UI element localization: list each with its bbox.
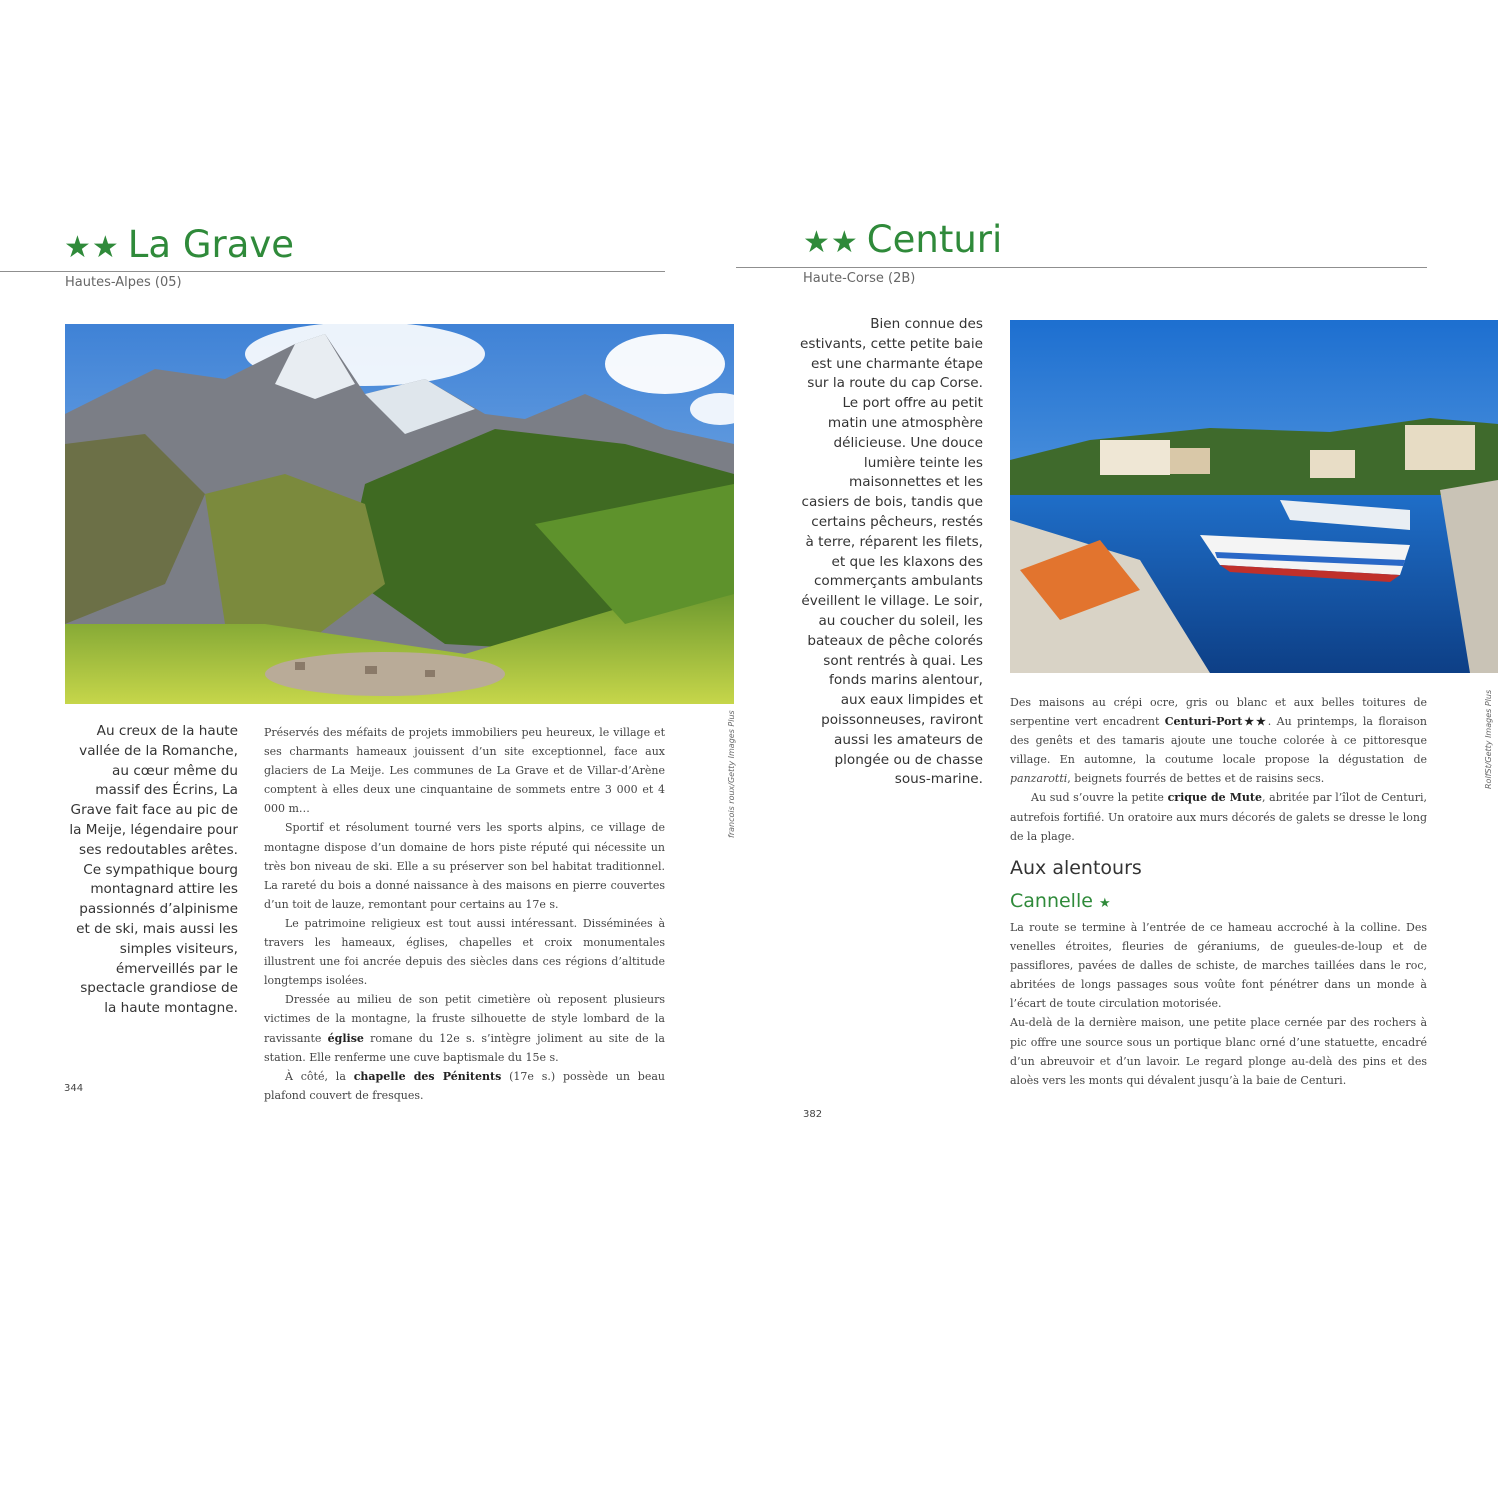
intro-lead-text: Au creux de la haute vallée de la Romanche, au cœur même du massif des Écrins, La Grave fait face au pic de la Meije, légendaire pour ses redoutables arêtes. Ce sympathique bourg montagnard attire les passionnés d’alpinisme et de ski, mais aussi les simples visiteurs, émerveillés par le spectacle grandiose de la haute montagne. [69,723,238,1017]
body-paragraph: Au-delà de la dernière maison, une petite place cernée par des rochers à pic offre une source sous un portique blanc orné d’une statuette, encadré d’un abreuvoir et d’un lavoir. Le regard plonge au-delà des pins et des aloès vers les monts qui dévalent jusqu’à la baie de Centuri. [1010,1016,1427,1087]
harbour-photo-illustration [1010,320,1498,673]
photo-harbour [1010,320,1498,673]
title-rule [736,267,1427,268]
body-text: , abritée par l’îlot de Centuri, autrefois fortifié. Un oratoire aux murs décorés de galets se dresse le long de la plage. [1010,791,1428,843]
body-text: romane du 12e s. s’intègre joliment au site de la station. Elle renferme une cuve baptismale du 15e s. [264,1031,665,1064]
body-paragraph: La route se termine à l’entrée de ce hameau accroché à la colline. Des venelles étroites, fleuries de géraniums, de gueules-de-loup et de passiflores, pavées de dalles de schiste, de marches taillées dans le roc, abritées de longs passages sous voûte font pénétrer dans un monde à l’écart de toute circulation motorisée. [1010,921,1427,1011]
subsection-heading-cannelle [1010,890,1111,912]
body-paragraph: Sportif et résolument tourné vers les sports alpins, ce village de montagne dispose d’un domaine de hors piste réputé qui nécessite un très bon niveau de ski. Elle a su préserver son bel habitat traditionnel. La rareté du bois a donné naissance à des maisons en pierre couvertes d’un toit de lauze, remontant pour certains au 17e s. [264,821,665,911]
photo-mountains [65,324,734,704]
body-text: Dressée au milieu de son petit cimetière où reposent plusieurs victimes de la montagne, la fruste silhouette de style lombard de la ravissante [264,993,665,1045]
keyword-panzarotti: panzarotti [1010,772,1068,786]
rating-stars-icon: ★★ [803,225,859,260]
rating-star-icon: ★ [1098,896,1111,911]
keyword-centuri-port: Centuri-Port★★ [1164,715,1268,729]
keyword-crique-de-mute: crique de Mute [1167,791,1262,805]
body-paragraph [264,990,665,1066]
article-body-centuri [1010,693,1427,846]
rating-stars-icon: ★★ [64,230,120,265]
body-text: À côté, la [285,1069,354,1083]
right-page [736,0,1500,1500]
department-subtitle: Haute-Corse (2B) [803,271,916,286]
body-paragraph: Préservés des méfaits de projets immobiliers peu heureux, le village et ses charmants hameaux jouissent d’un site exceptionnel, face aux glaciers de La Meije. Les communes de La Grave et de Villar-d’Arène comptent à elles deux une cinquantaine de sommets entre 3 000 et 4 000 m… [264,726,665,816]
page-title-centuri [803,218,1002,265]
keyword-chapelle: chapelle des Pénitents [353,1069,502,1083]
body-paragraph [1010,788,1427,845]
page-title-la-grave [64,223,294,270]
title-text: Centuri [866,218,1003,261]
subsection-text: Cannelle [1010,890,1093,912]
photo-credit: francois roux/Getty Images Plus [727,710,736,838]
body-text: (17e s.) possède un beau plafond couvert de fresques. [264,1069,665,1102]
keyword-eglise: église [327,1031,364,1045]
body-paragraph: Le patrimoine religieux est tout aussi intéressant. Disséminées à travers les hameaux, églises, chapelles et croix monumentales illustrent une foi ancrée depuis des siècles dans ces régions d’altitude longtemps isolées. [264,916,665,988]
article-body-la-grave [264,723,665,1105]
department-subtitle: Hautes-Alpes (05) [65,275,182,290]
title-rule [0,271,665,272]
article-body-cannelle [1010,918,1427,1090]
title-text: La Grave [127,223,295,266]
intro-lead-text: Bien connue des estivants, cette petite baie est une charmante étape sur la route du cap Corse. Le port offre au petit matin une atmosphère délicieuse. Une douce lumière teinte les maisonnettes et les casiers de bois, tandis que certains pêcheurs, restés à terre, réparent les filets, et que les klaxons des commerçants ambulants éveillent le village. Le soir, au coucher du soleil, les bateaux de pêche colorés sont rentrés à quai. Les fonds marins alentour, aux eaux limpides et poissonneuses, raviront aussi les amateurs de plongée ou de chasse sous-marine. [800,316,983,788]
section-heading-aux-alentours: Aux alentours [1010,857,1142,879]
body-text: Des maisons au crépi ocre, gris ou blanc et aux belles toitures de serpentine vert encadrent [1010,696,1427,729]
body-text: , beignets fourrés de bettes et de raisins secs. [1067,772,1325,786]
page-number: 344 [64,1083,84,1094]
body-paragraph [1010,693,1427,788]
body-text: Au sud s’ouvre la petite [1031,791,1168,805]
photo-credit: RolfSt/Getty Images Plus [1484,689,1493,789]
page-number: 382 [803,1109,823,1120]
body-text: . Au printemps, la floraison des genêts et des tamaris ajoute une touche colorée à ce pittoresque village. En automne, la coutume locale propose la dégustation de [1010,715,1427,767]
mountain-photo-illustration [65,324,734,704]
body-paragraph [264,1067,665,1105]
